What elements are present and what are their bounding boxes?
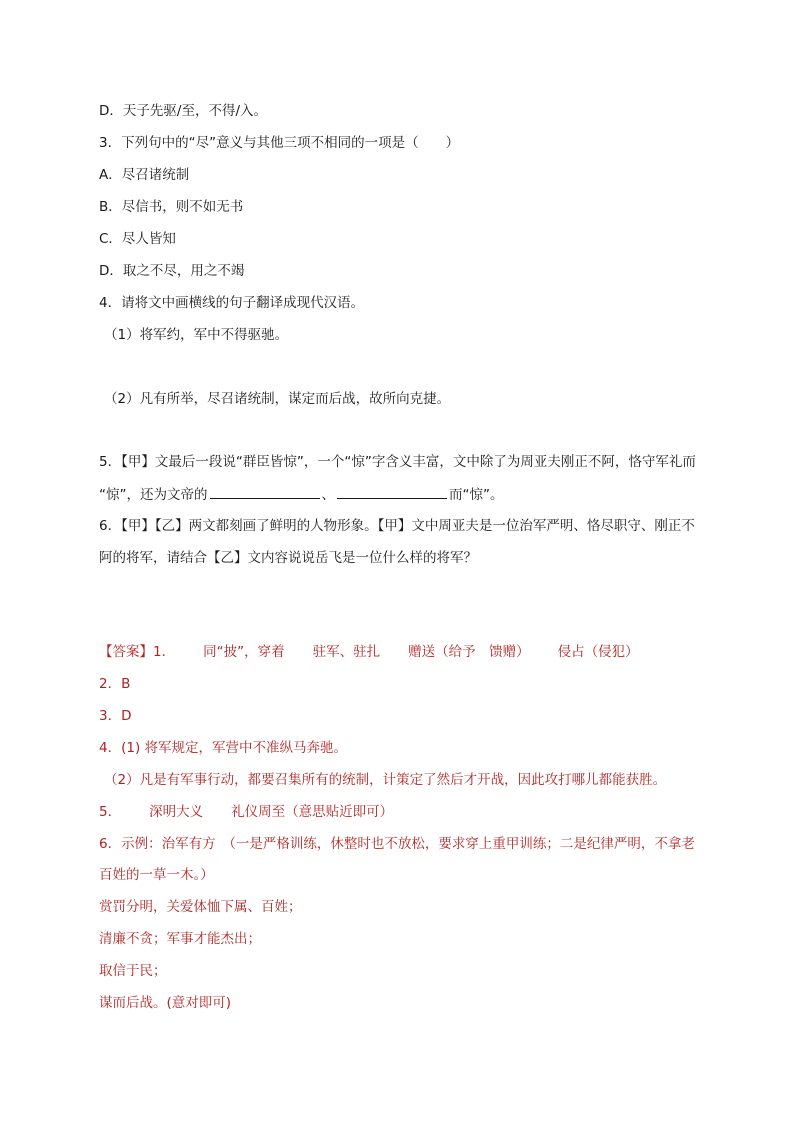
answer-6-line-2: 百姓的一草一木。） — [99, 867, 214, 883]
answer-6-extra: 取信于民； — [99, 963, 167, 979]
q3-option-c: C．尽人皆知 — [99, 231, 176, 247]
q6-line-1: 6．【甲】【乙】两文都刻画了鲜明的人物形象。【甲】文中周亚夫是一位治军严明、恪尽职守、刚正不 — [99, 518, 695, 534]
q5-line-1: 5．【甲】文最后一段说“群臣皆惊”，一个“惊”字含义丰富，文中除了为周亚夫刚正不阿，恪守军礼而 — [99, 454, 696, 470]
answer-1 — [99, 642, 639, 662]
q3-stem: 3．下列句中的“尽”意义与其他三项不相同的一项是（ ） — [99, 135, 460, 151]
answer-4-1: 4．(1) 将军规定，军营中不准纵马奔驰。 — [99, 740, 348, 756]
answer-5-num: 5． — [99, 804, 122, 820]
q4-stem: 4．请将文中画横线的句子翻译成现代汉语。 — [99, 295, 365, 311]
answer-5 — [99, 802, 393, 822]
answer-1-item: 侵占（侵犯） — [557, 644, 639, 660]
answer-6-line-1: 6．示例：治军有方 （一是严格训练，休整时也不放松，要求穿上重甲训练；二是纪律严明，不拿老 — [99, 836, 695, 852]
answer-1-item: 同“披”，穿着 — [203, 644, 285, 660]
answer-1-item: 赠送（给予 馈赠） — [408, 644, 530, 660]
q5-prefix: “惊”，还为文帝的 — [99, 487, 208, 503]
answer-3: 3．D — [99, 708, 132, 724]
answer-6-extra: 清廉不贪；军事才能杰出； — [99, 931, 261, 947]
q4-sentence-1: （1）将军约，军中不得驱驰。 — [104, 327, 289, 343]
answer-4-2: （2）凡是有军事行动，都要召集所有的统制，计策定了然后才开战，因此攻打哪儿都能获胜。 — [104, 772, 667, 788]
answer-2: 2．B — [99, 676, 131, 692]
answer-1-num: 1． — [153, 644, 176, 660]
answer-6-extra: 赏罚分明，关爱体恤下属、百姓； — [99, 899, 302, 915]
q3-option-d: D．取之不尽，用之不竭 — [99, 263, 245, 279]
q4-sentence-2: （2）凡有所举，尽召诸统制，谋定而后战，故所向克捷。 — [104, 391, 451, 407]
answer-1-item: 驻军、驻扎 — [312, 644, 381, 660]
q3-option-a: A．尽召诸统制 — [99, 167, 190, 183]
q2-option-d: D．天子先驱/至，不得/入。 — [99, 103, 267, 119]
answer-5-item: 礼仪周至（意思贴近即可） — [231, 804, 394, 820]
q6-line-2: 阿的将军，请结合【乙】文内容说说岳飞是一位什么样的将军？ — [99, 550, 477, 566]
q3-option-b: B．尽信书，则不如无书 — [99, 199, 244, 215]
q5-suffix: 而“惊”。 — [449, 487, 504, 503]
q5-sep: 、 — [321, 487, 335, 503]
answer-6-extra: 谋而后战。(意对即可) — [99, 995, 232, 1011]
q5-line-2 — [99, 484, 504, 505]
q5-blank-1[interactable] — [210, 484, 320, 499]
q5-blank-2[interactable] — [337, 484, 447, 499]
answer-label: 【答案】 — [99, 644, 153, 660]
answer-5-item: 深明大义 — [149, 804, 204, 820]
